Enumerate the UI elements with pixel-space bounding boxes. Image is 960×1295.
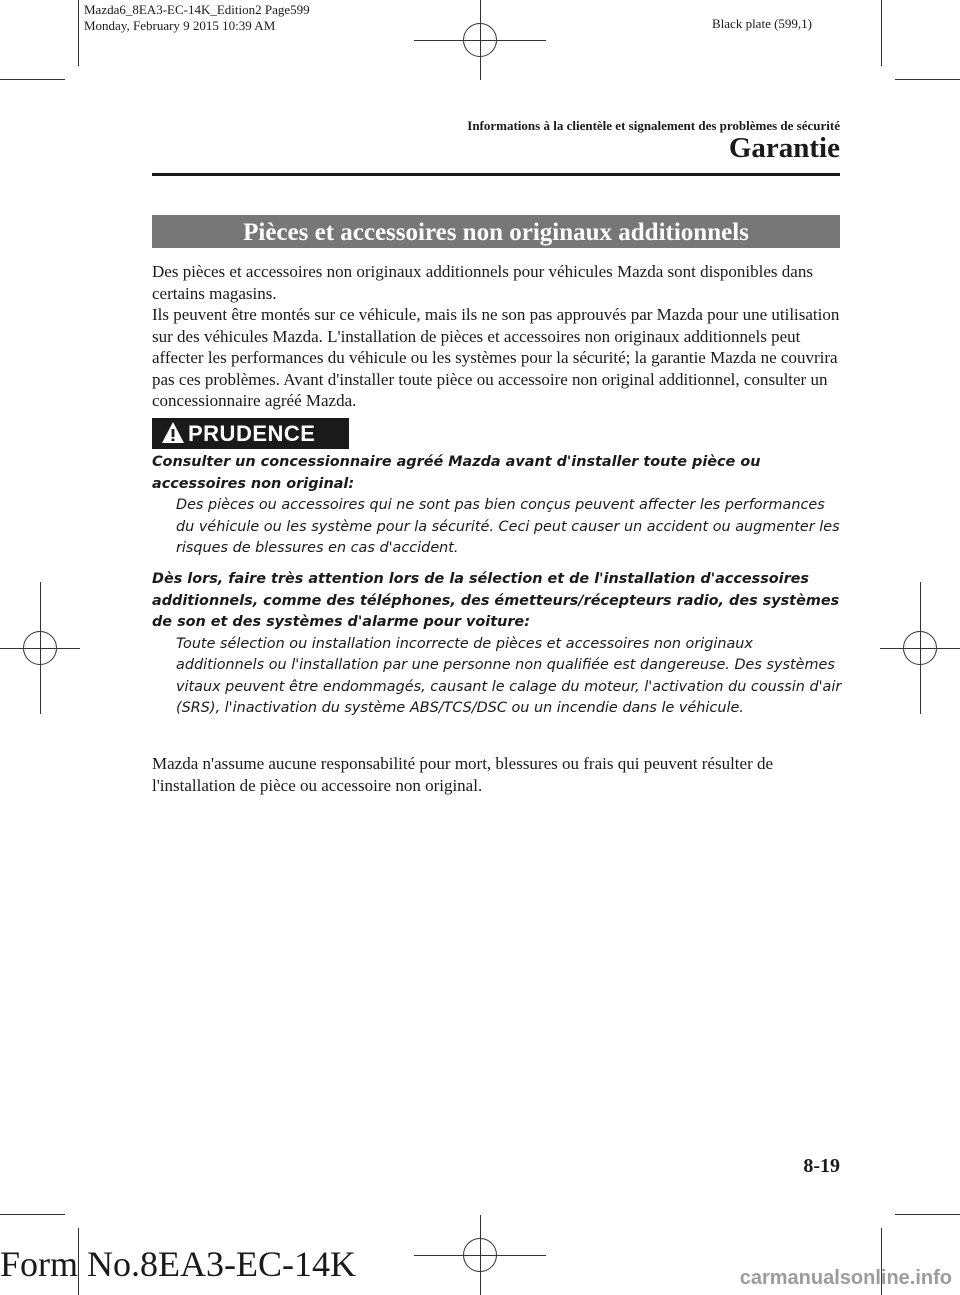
- crop-mark: [881, 0, 882, 66]
- liability-paragraph: Mazda n'assume aucune responsabilité pour mort, blessures ou frais qui peuvent résulter de l'installation de pièce ou accessoire non original.: [152, 754, 774, 795]
- slug-file: Mazda6_8EA3-EC-14K_Edition2 Page599: [84, 2, 310, 17]
- crop-mark: [0, 79, 65, 80]
- registration-mark-top: [414, 0, 546, 80]
- chapter-title: Garantie: [728, 132, 840, 164]
- watermark-text: carmanualsonline.info: [739, 1267, 952, 1289]
- crop-mark: [895, 79, 960, 80]
- section-title: Pièces et accessoires non originaux additionnels: [152, 215, 840, 248]
- header-rule: [152, 173, 840, 176]
- registration-mark-bottom: [414, 1215, 546, 1295]
- registration-mark-right: [880, 582, 960, 714]
- page-number: 8-19: [803, 1155, 840, 1177]
- slug-date: Monday, February 9 2015 10:39 AM: [84, 18, 276, 33]
- form-number: Form No.8EA3-EC-14K: [0, 1244, 356, 1284]
- registration-mark-left: [0, 582, 80, 714]
- warning-block-1: [152, 452, 842, 560]
- warning-heading: Dès lors, faire très attention lors de la sélection et de l'installation d'accessoires additionnels, comme des téléphones, des émetteurs/récepteurs radio, des systèmes de son et des systèmes d'alarme pour voiture:: [152, 571, 840, 630]
- intro-text: [152, 261, 842, 412]
- paragraph-approval: Ils peuvent être montés sur ce véhicule, mais ils ne son pas approuvés par Mazda pour une utilisation sur des véhicules Mazda. L'installation de pièces et accessoires non originaux additionnels peut affecter les performances du véhicule ou les systèmes pour la sécurité; la garantie Mazda ne couvrira pas ces problèmes. Avant d'installer toute pièce ou accessoire non original additionnel, consulter un concessionnaire agréé Mazda.: [152, 305, 840, 410]
- running-title: Informations à la clientèle et signalement des problèmes de sécurité: [467, 118, 840, 133]
- caution-label: [152, 418, 349, 449]
- crop-mark: [0, 1214, 65, 1215]
- crop-mark: [78, 0, 79, 66]
- plate-info: Black plate (599,1): [712, 16, 812, 31]
- crop-mark: [895, 1214, 960, 1215]
- warning-detail: Des pièces ou accessoires qui ne sont pas bien conçus peuvent affecter les performances du véhicule ou les système pour la sécurité. Ceci peut causer un accident ou augmenter les risques de blessures en cas d'accident.: [176, 497, 840, 556]
- warning-detail: Toute sélection ou installation incorrecte de pièces et accessoires non originaux additionnels ou l'installation par une personne non qualifiée est dangereuse. Des systèmes vitaux peuvent être endommagés, causant le calage du moteur, l'activation du coussin d'air (SRS), l'inactivation du système ABS/TCS/DSC ou un incendie dans le véhicule.: [176, 635, 842, 716]
- warning-block-2: [152, 569, 842, 720]
- caution-text: PRUDENCE: [188, 421, 316, 446]
- print-slug: [84, 2, 310, 34]
- paragraph-availability: Des pièces et accessoires non originaux additionnels pour véhicules Mazda sont disponibles dans certains magasins.: [152, 262, 813, 303]
- warning-triangle-icon: [161, 421, 185, 445]
- warning-heading: Consulter un concessionnaire agréé Mazda avant d'installer toute pièce ou accessoires non original:: [152, 454, 761, 492]
